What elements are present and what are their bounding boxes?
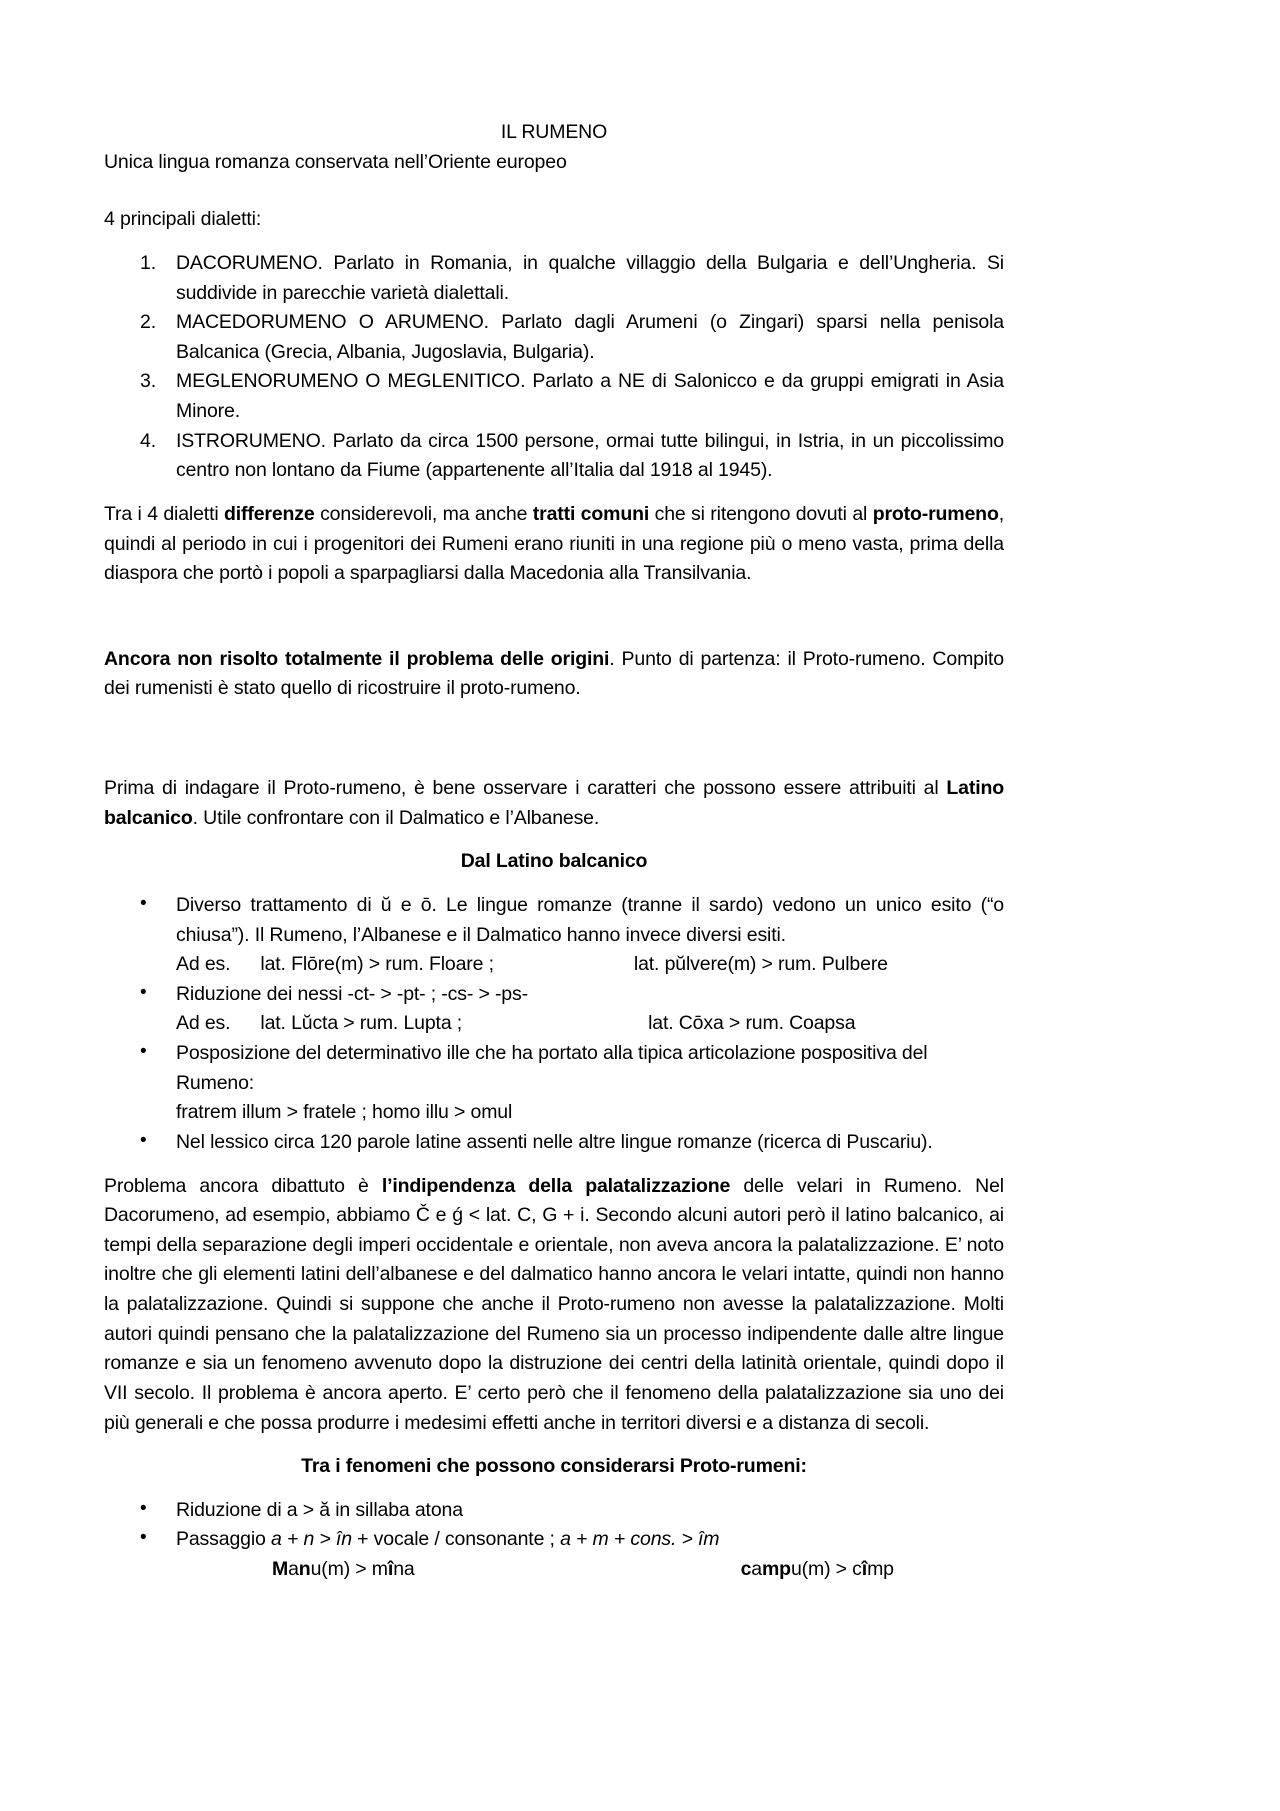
list-item	[104, 1525, 1004, 1584]
spacer	[104, 1438, 1004, 1452]
bold-tratti-comuni: tratti comuni	[532, 502, 650, 525]
bold-latino-balcanico: Latino balcanico	[104, 777, 1004, 829]
text-fragment: , quindi al periodo in cui i progenitori dei Rumeni erano riuniti in una regione più o meno vasta, prima della diaspora che portò i popoli a sparpagliarsi dalla Macedonia alla Transilvania.	[104, 502, 1004, 585]
example-plain: u(m) > c	[790, 1558, 862, 1580]
bullet-main-text: • Posposizione del determinativo ille che ha portato alla tipica articolazione pospositiva del Rumeno:	[176, 1042, 928, 1094]
example-right: lat. Cōxa > rum. Coapsa	[648, 1012, 856, 1035]
document-body	[104, 118, 1004, 1585]
spacer	[104, 1482, 1004, 1496]
page-title: IL RUMENO	[500, 121, 608, 143]
list-item: MEGLENORUMENO O MEGLENITICO. Parlato a NE di Salonicco e da gruppi emigrati in Asia Minore.	[176, 370, 1004, 422]
list-item	[104, 891, 1004, 980]
list-item: MACEDORUMENO O ARUMENO. Parlato dagli Arumeni (o Zingari) sparsi nella penisola Balcanica (Grecia, Albania, Jugoslavia, Bulgaria).	[176, 311, 1004, 363]
example-plain: na	[393, 1558, 415, 1580]
heading-dal-latino-balcanico	[104, 847, 1004, 877]
list-item	[104, 1128, 1004, 1158]
example-right: lat. pŭlvere(m) > rum. Pulbere	[633, 953, 888, 976]
example-label: Ad es.	[176, 1012, 231, 1035]
list-item	[104, 1039, 1004, 1128]
example-bold: î	[861, 1558, 868, 1580]
bold-origini: Ancora non risolto totalmente il problema delle origini	[104, 647, 610, 670]
bold-differenze: differenze	[224, 502, 315, 525]
list-item	[104, 980, 1004, 1039]
list-item	[104, 1496, 1004, 1526]
text-fragment: . Punto di partenza: il Proto-rumeno. Compito dei rumenisti è stato quello di ricostruire il proto-rumeno.	[104, 647, 1004, 700]
text-fragment: Tra i 4 dialetti	[104, 502, 224, 525]
spacer	[104, 760, 1004, 774]
example-plain: u(m) > m	[310, 1558, 388, 1580]
latin-features-list	[104, 891, 1004, 1158]
example-bold: M	[272, 1558, 289, 1580]
example-label: Ad es.	[176, 953, 231, 976]
paragraph-latino-balcanico	[104, 774, 1004, 833]
subtitle-line: Unica lingua romanza conservata nell’Oriente europeo	[104, 150, 567, 173]
bullet-main-text: Riduzione dei nessi -ct- > -pt- ; -cs- > -ps-	[176, 982, 528, 1005]
dialects-list	[104, 249, 1004, 486]
heading-text: Dal Latino balcanico	[460, 850, 648, 873]
text-fragment: Prima di indagare il Proto-rumeno, è bene osservare i caratteri che possono essere attribuiti al	[104, 777, 947, 799]
example-left: lat. Flōre(m) > rum. Floare ;	[260, 953, 494, 976]
text-fragment: considerevoli, ma anche	[314, 502, 533, 525]
spacer	[104, 177, 1004, 205]
text-fragment: delle velari in Rumeno. Nel Dacorumeno, ad esempio, abbiamo Č e ǵ < lat. C, G + i. Secondo alcuni autori però il latino balcanico, ai tempi della separazione degli imperi occidentale e orientale, non aveva ancora la palatalizzazione. E’ noto inoltre che gli elementi latini dell’albanese e del dalmatico hanno ancora le velari intatte, quindi non hanno la palatalizzazione. Quindi si suppone che anche il Proto-rumeno non avesse la palatalizzazione. Molti autori quindi pensano che la palatalizzazione del Rumeno sia un processo indipendente dalle altre lingue romanze e sia un fenomeno avvenuto dopo la distruzione dei centri della latinità orientale, quindi dopo il VII secolo. Il problema è ancora aperto. E’ certo però che il fenomeno della palatalizzazione sia uno dei più generali e che possa produrre i medesimi effetti anche in territori diversi e a distanza di secoli.	[104, 1174, 1004, 1434]
spacer	[104, 486, 1004, 500]
dialects-intro: 4 principali dialetti:	[104, 208, 262, 231]
bullet-second-line: fratrem illum > fratele ; homo illu > omul	[176, 1101, 513, 1124]
example-bold: n	[298, 1558, 311, 1580]
example-plain: a	[288, 1558, 299, 1580]
bullet-main-text: • Nel lessico circa 120 parole latine assenti nelle altre lingue romanze (ricerca di Puscariu).	[176, 1130, 933, 1153]
heading-text: Tra i fenomeni che possono considerarsi Proto-rumeni:	[301, 1455, 807, 1478]
text-fragment: + vocale / consonante ;	[351, 1528, 561, 1551]
proto-example-line	[176, 1555, 1004, 1585]
bullet-example-line	[176, 1009, 1004, 1039]
spacer	[104, 589, 1004, 645]
heading-proto-rumeni	[104, 1452, 1004, 1482]
spacer	[104, 877, 1004, 891]
example-bold: c	[740, 1558, 752, 1580]
text-fragment: che si ritengono dovuti al	[649, 502, 873, 525]
text-fragment: Problema ancora dibattuto è	[104, 1174, 382, 1197]
bullet-main-text: • Riduzione di a > ă in sillaba atona	[176, 1498, 463, 1521]
paragraph-differences	[104, 500, 1004, 589]
bold-proto-rumeno: proto-rumeno	[872, 502, 999, 525]
example-bold: mp	[761, 1558, 791, 1580]
bullet-main-text	[176, 1525, 1004, 1555]
list-item: DACORUMENO. Parlato in Romania, in qualche villaggio della Bulgaria e dell’Ungheria. Si suddivide in parecchie varietà dialettali.	[176, 251, 1004, 304]
spacer	[104, 704, 1004, 760]
spacer	[104, 1158, 1004, 1172]
example-bold: î	[387, 1558, 394, 1580]
example-plain: mp	[867, 1558, 894, 1580]
spacer	[104, 833, 1004, 847]
example-left: lat. Lŭcta > rum. Lupta ;	[260, 1012, 463, 1035]
paragraph-palatalizzazione	[104, 1172, 1004, 1439]
italic-rule-2: a + m + cons. > îm	[560, 1528, 720, 1551]
bold-indipendenza: l’indipendenza della palatalizzazione	[381, 1174, 731, 1197]
bullet-main-text: Diverso trattamento di ŭ e ō. Le lingue romanze (tranne il sardo) vedono un unico esito (“o chiusa”). Il Rumeno, l’Albanese e il Dalmatico hanno invece diversi esiti.	[176, 893, 1004, 946]
spacer	[104, 235, 1004, 249]
text-fragment: . Utile confrontare con il Dalmatico e l’Albanese.	[192, 806, 600, 829]
italic-rule-1: a + n > în	[270, 1528, 352, 1551]
proto-features-list	[104, 1496, 1004, 1585]
list-item: ISTRORUMENO. Parlato da circa 1500 persone, ormai tutte bilingui, in Istria, in un piccolissimo centro non lontano da Fiume (appartenente all’Italia dal 1918 al 1945).	[176, 429, 1004, 482]
bullet-example-line	[176, 950, 1004, 980]
text-fragment: Passaggio	[176, 1528, 271, 1551]
paragraph-origins	[104, 645, 1004, 704]
example-plain: a	[751, 1558, 762, 1580]
